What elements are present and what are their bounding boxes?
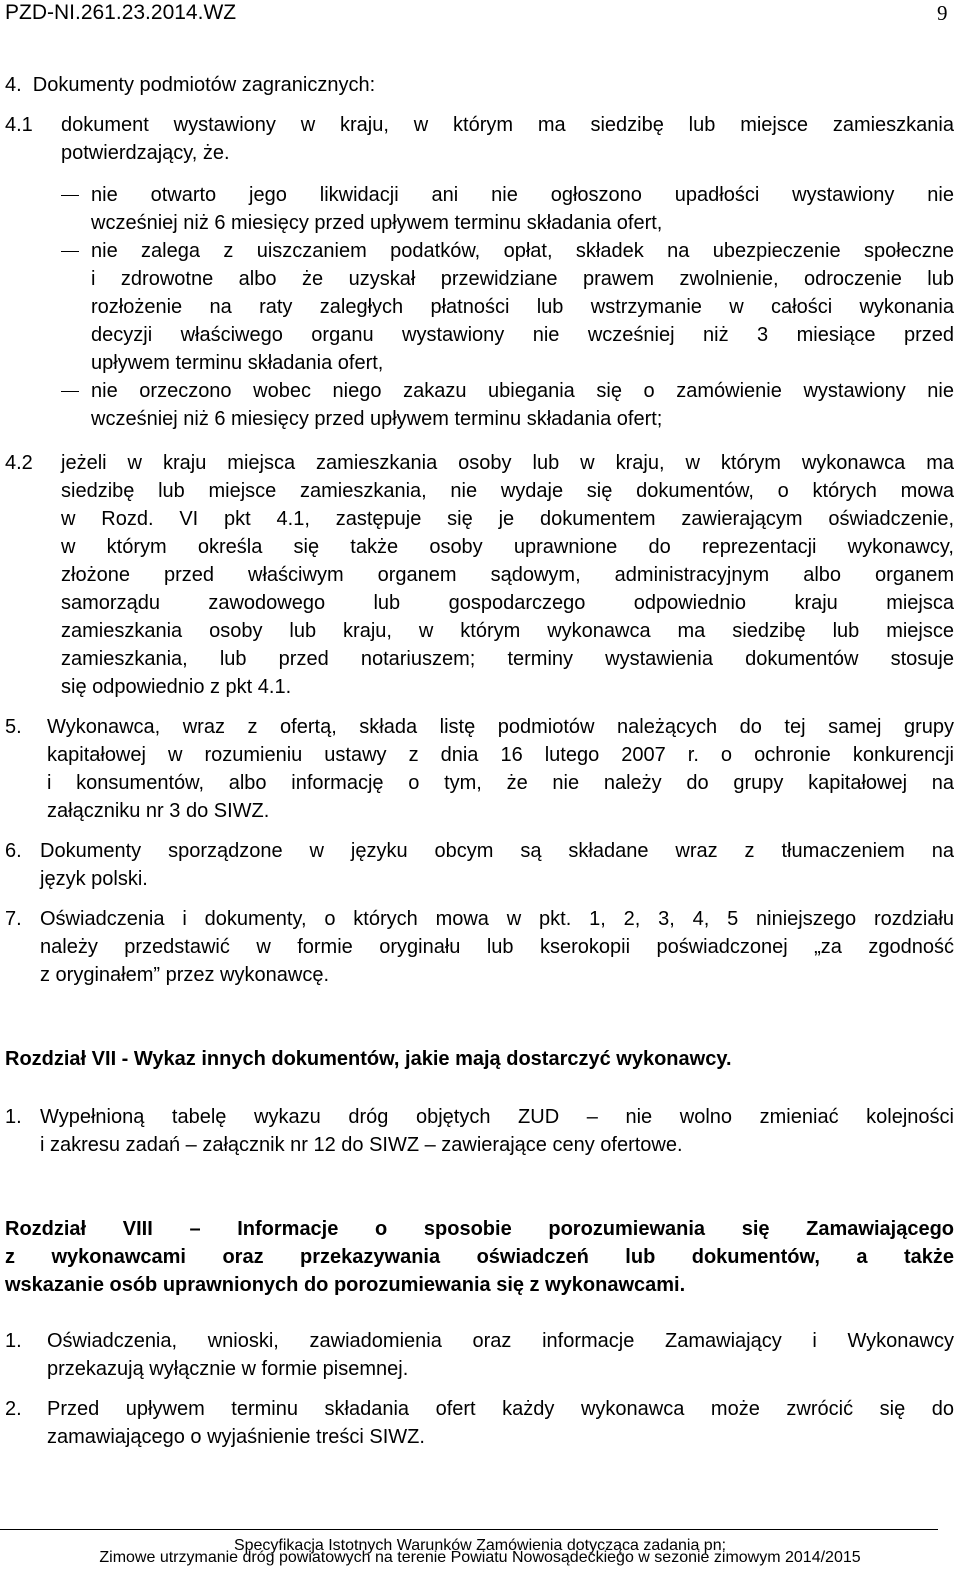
- item-4-2-line: zamieszkania osoby lub kraju, w którym wykonawca ma siedzibę lub miejsce: [61, 620, 954, 642]
- item-7-line: należy przedstawić w formie oryginału lub kserokopii poświadczonej „za zgodność: [40, 936, 954, 958]
- item-6-line: Dokumenty sporządzone w języku obcym są składane wraz z tłumaczeniem na: [40, 840, 954, 862]
- dash-bullet-icon: [61, 251, 79, 252]
- chapter-8-item-line: przekazują wyłącznie w formie pisemnej.: [47, 1358, 409, 1380]
- bullet-line: nie orzeczono wobec niego zakazu ubiegania się o zamówienie wystawiony nie: [91, 380, 954, 402]
- item-4-2-line: w Rozd. VI pkt 4.1, zastępuje się je dokumentem zawierającym oświadczenie,: [61, 508, 954, 530]
- chapter-7-title: Rozdział VII - Wykaz innych dokumentów, jakie mają dostarczyć wykonawcy.: [5, 1048, 732, 1070]
- chapter-7-item-line: Wypełnioną tabelę wykazu dróg objętych ZUD – nie wolno zmieniać kolejności: [40, 1106, 954, 1128]
- item-4-2-line: samorządu zawodowego lub gospodarczego odpowiednio kraju miejsca: [61, 592, 954, 614]
- section-4-heading: 4. Dokumenty podmiotów zagranicznych:: [5, 74, 376, 96]
- bullet-line: rozłożenie na raty zaległych płatności lub wstrzymanie w całości wykonania: [91, 296, 954, 318]
- item-6-line: język polski.: [40, 868, 148, 890]
- bullet-line: wcześniej niż 6 miesięcy przed upływem terminu składania ofert,: [91, 212, 663, 234]
- item-4-2-line: złożone przed właściwym organem sądowym, administracyjnym albo organem: [61, 564, 954, 586]
- item-4-2-line: siedzibę lub miejsce zamieszkania, nie wydaje się dokumentów, o których mowa: [61, 480, 954, 502]
- item-5-line: Wykonawca, wraz z ofertą, składa listę podmiotów należących do tej samej grupy: [47, 716, 954, 738]
- bullet-line: i zdrowotne albo że uzyskał przewidziane prawem zwolnienie, odroczenie lub: [91, 268, 954, 290]
- chapter-7-item-line: i zakresu zadań – załącznik nr 12 do SIWZ – zawierające ceny ofertowe.: [40, 1134, 683, 1156]
- chapter-8-item-line: zamawiającego o wyjaśnienie treści SIWZ.: [47, 1426, 425, 1448]
- item-5-line: kapitałowej w rozumieniu ustawy z dnia 16 lutego 2007 r. o ochronie konkurencji: [47, 744, 954, 766]
- item-5-line: i konsumentów, albo informację o tym, że nie należy do grupy kapitałowej na: [47, 772, 954, 794]
- item-5-number: 5.: [5, 716, 22, 738]
- item-4-1-line: potwierdzający, że.: [61, 142, 230, 164]
- bullet-line: upływem terminu składania ofert,: [91, 352, 384, 374]
- item-4-1-line: dokument wystawiony w kraju, w którym ma siedzibę lub miejsce zamieszkania: [61, 114, 954, 136]
- chapter-8-item-number: 2.: [5, 1398, 22, 1420]
- item-5-line: załączniku nr 3 do SIWZ.: [47, 800, 270, 822]
- item-4-2-line: zamieszkania, lub przed notariuszem; terminy wystawienia dokumentów stosuje: [61, 648, 954, 670]
- document-id: PZD-NI.261.23.2014.WZ: [5, 1, 237, 24]
- chapter-8-title: z wykonawcami oraz przekazywania oświadczeń lub dokumentów, a także: [5, 1246, 954, 1268]
- bullet-line: wcześniej niż 6 miesięcy przed upływem terminu składania ofert;: [91, 408, 663, 430]
- page-number: 9: [937, 1, 948, 25]
- chapter-8-title: wskazanie osób uprawnionych do porozumiewania się z wykonawcami.: [5, 1274, 686, 1296]
- chapter-7-item-number: 1.: [5, 1106, 22, 1128]
- item-7-line: z oryginałem” przez wykonawcę.: [40, 964, 329, 986]
- footer-line: Zimowe utrzymanie dróg powiatowych na terenie Powiatu Nowosądeckiego w sezonie zimowym 2014/2015: [99, 1549, 861, 1566]
- item-6-number: 6.: [5, 840, 22, 862]
- dash-bullet-icon: [61, 391, 79, 392]
- item-4-2-line: się odpowiednio z pkt 4.1.: [61, 676, 292, 698]
- item-7-number: 7.: [5, 908, 22, 930]
- chapter-8-item-number: 1.: [5, 1330, 22, 1352]
- dash-bullet-icon: [61, 195, 79, 196]
- chapter-8-title: Rozdział VIII – Informacje o sposobie porozumiewania się Zamawiającego: [5, 1218, 954, 1240]
- footer-divider: [0, 1529, 938, 1530]
- item-4-1-number: 4.1: [5, 114, 33, 136]
- item-7-line: Oświadczenia i dokumenty, o których mowa w pkt. 1, 2, 3, 4, 5 niniejszego rozdziału: [40, 908, 954, 930]
- footer-line: Specyfikacja Istotnych Warunków Zamówienia dotycząca zadania pn:: [233, 1537, 727, 1554]
- bullet-line: nie otwarto jego likwidacji ani nie ogłoszono upadłości wystawiony nie: [91, 184, 954, 206]
- chapter-8-item-line: Przed upływem terminu składania ofert każdy wykonawca może zwrócić się do: [47, 1398, 954, 1420]
- chapter-8-item-line: Oświadczenia, wnioski, zawiadomienia oraz informacje Zamawiający i Wykonawcy: [47, 1330, 954, 1352]
- bullet-line: nie zalega z uiszczaniem podatków, opłat, składek na ubezpieczenie społeczne: [91, 240, 954, 262]
- item-4-2-number: 4.2: [5, 452, 33, 474]
- item-4-2-line: w którym określa się także osoby uprawnione do reprezentacji wykonawcy,: [61, 536, 954, 558]
- bullet-line: decyzji właściwego organu wystawiony nie wcześniej niż 3 miesiące przed: [91, 324, 954, 346]
- item-4-2-line: jeżeli w kraju miejsca zamieszkania osoby lub w kraju, w którym wykonawca ma: [61, 452, 954, 474]
